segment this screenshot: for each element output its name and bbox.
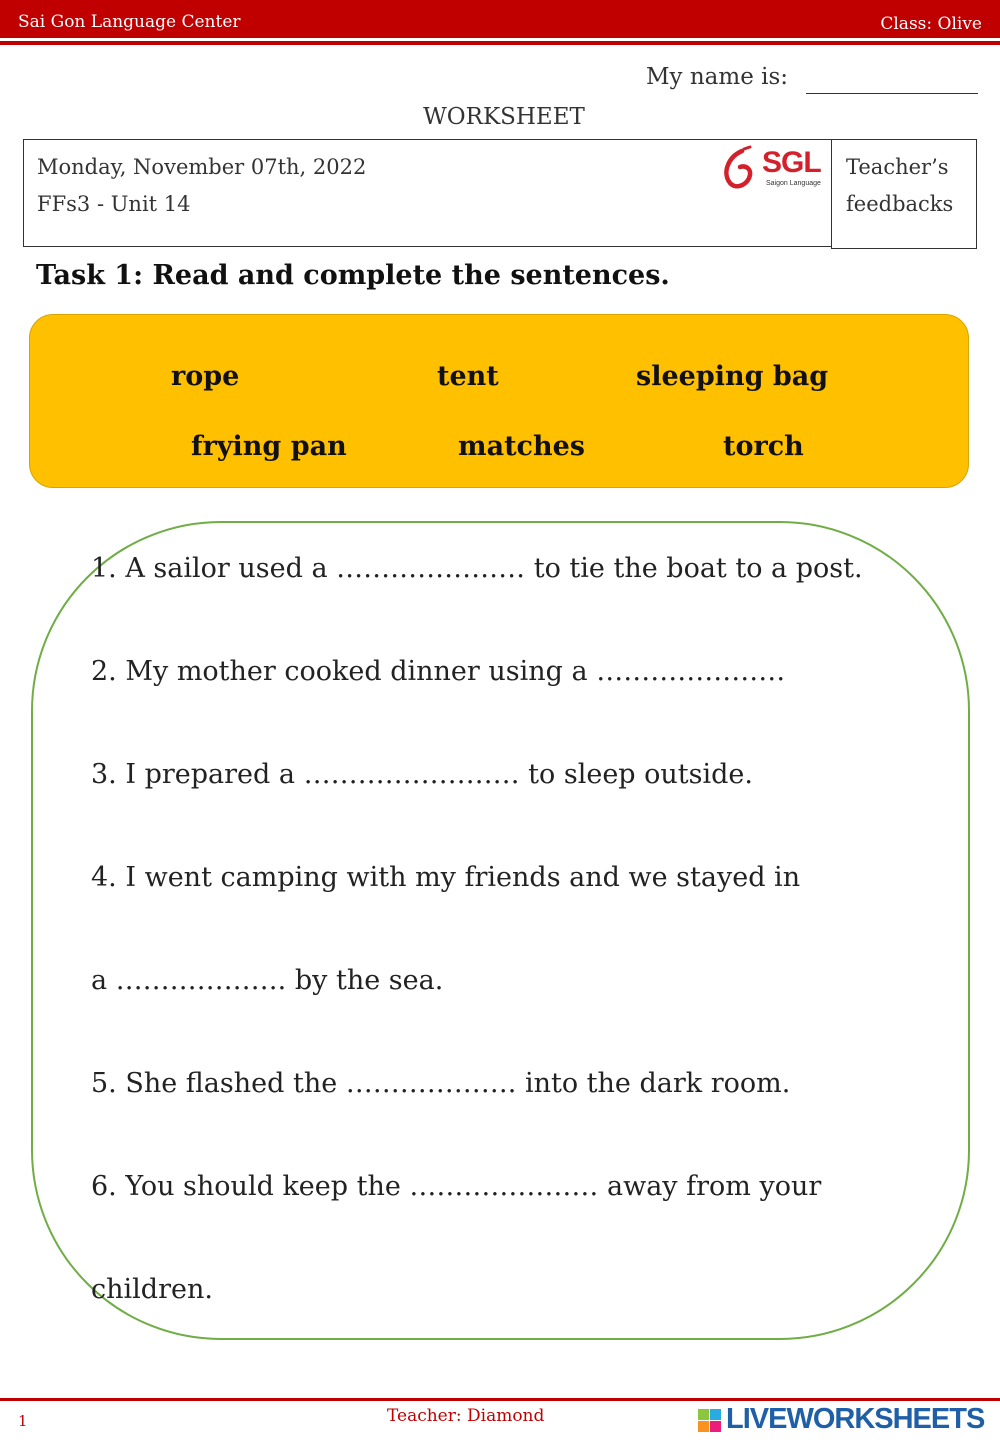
word-tent[interactable]: tent [437,361,499,392]
sentence-4: 4. I went camping with my friends and we stayed in [91,862,801,893]
task-title: Task 1: Read and complete the sentences. [36,260,670,291]
name-field[interactable] [806,93,978,94]
word-frying-pan[interactable]: frying pan [191,431,347,462]
sentences-box [31,521,970,1340]
header-divider [0,41,1000,45]
worksheet-title: WORKSHEET [423,104,585,130]
teacher-name: Teacher: Diamond [387,1406,545,1426]
sentence-3: 3. I prepared a …………………… to sleep outside. [91,759,753,790]
date-text: Monday, November 07th, 2022 [37,155,367,179]
name-label: My name is: [646,64,789,90]
class-label: Class: Olive [880,14,982,34]
word-rope[interactable]: rope [171,361,240,392]
sentence-2: 2. My mother cooked dinner using a ………………… [91,656,786,687]
word-sleeping-bag[interactable]: sleeping bag [636,361,829,392]
header-bar [0,0,1000,38]
feedback-label-line2: feedbacks [846,192,954,216]
logo-subtext: Saigon Language [766,180,821,187]
word-bank [29,314,969,488]
sentence-4-continued: a ………………. by the sea. [91,965,444,996]
word-matches[interactable]: matches [458,431,585,462]
footer-divider [0,1398,1000,1401]
sentence-1: 1. A sailor used a ………………… to tie the boat to a post. [91,553,863,584]
center-name: Sai Gon Language Center [18,12,241,32]
sentence-6: 6. You should keep the ………………… away from your [91,1171,822,1202]
word-torch[interactable]: torch [723,431,804,462]
unit-text: FFs3 - Unit 14 [37,192,191,216]
logo-text: SGL [762,146,821,179]
sentence-5: 5. She flashed the ………………. into the dark room. [91,1068,791,1099]
feedback-label-line1: Teacher’s [846,155,949,179]
sentence-6-continued: children. [91,1274,213,1305]
liveworksheets-brand[interactable]: LIVEWORKSHEETS [726,1403,985,1435]
page-number: 1 [18,1412,28,1430]
